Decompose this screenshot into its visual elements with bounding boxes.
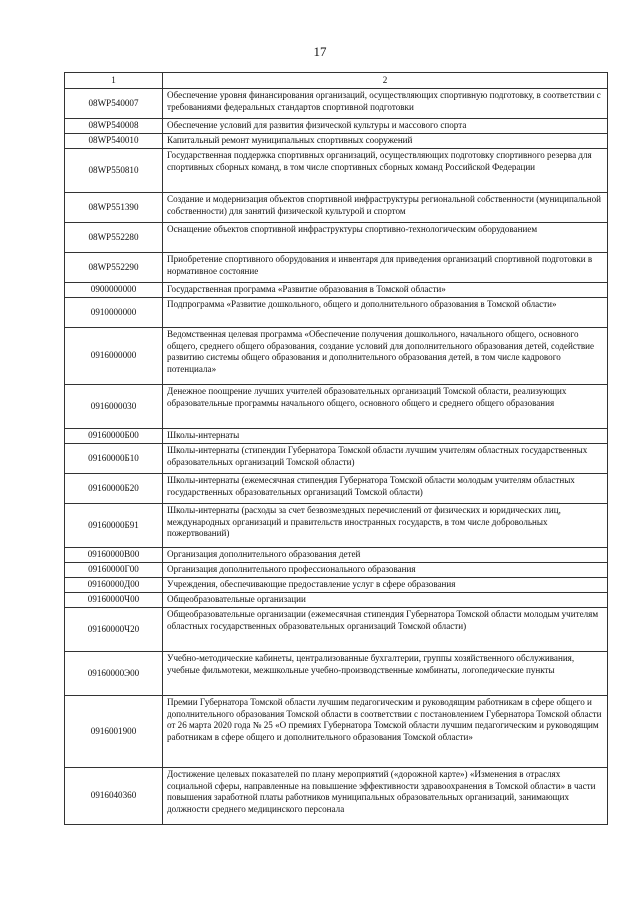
table-row	[65, 578, 608, 593]
row-code: 09160000Д00	[65, 578, 163, 593]
row-code: 08WP550810	[65, 149, 163, 193]
row-name: Школы-интернаты (ежемесячная стипендия Губернатора Томской области молодым учителям областных государственных образовательных организаций Томской области)	[163, 474, 608, 504]
row-code: 0916000030	[65, 385, 163, 429]
row-code: 0900000000	[65, 283, 163, 298]
row-code: 09160000Б20	[65, 474, 163, 504]
row-code: 09160000Ч20	[65, 608, 163, 652]
row-name: Организация дополнительного профессионального образования	[163, 563, 608, 578]
row-name: Обеспечение условий для развития физической культуры и массового спорта	[163, 119, 608, 134]
row-code: 0910000000	[65, 298, 163, 328]
row-name: Создание и модернизация объектов спортивной инфраструктуры региональной собственности (муниципальной собственности) для занятий физической культурой и спортом	[163, 193, 608, 223]
row-name: Школы-интернаты (расходы за счет безвозмездных перечислений от физических и юридических лиц, международных организаций и правительств иностранных государств, в том числе добровольных пожертвований)	[163, 504, 608, 548]
row-code: 09160000Б00	[65, 429, 163, 444]
table-row	[65, 768, 608, 825]
row-name: Приобретение спортивного оборудования и инвентаря для приведения организаций спортивной подготовки в нормативное состояние	[163, 253, 608, 283]
row-code: 0916000000	[65, 328, 163, 385]
row-code: 08WP551390	[65, 193, 163, 223]
table-row	[65, 593, 608, 608]
column-header-name: 2	[163, 73, 608, 89]
table-row	[65, 474, 608, 504]
row-name: Организация дополнительного образования детей	[163, 548, 608, 563]
row-name: Оснащение объектов спортивной инфраструктуры спортивно-технологическим оборудованием	[163, 223, 608, 253]
row-code: 0916001900	[65, 696, 163, 768]
row-name: Общеобразовательные организации (ежемесячная стипендия Губернатора Томской области молодым учителям областных государственных образовательных организаций Томской области)	[163, 608, 608, 652]
table-row	[65, 385, 608, 429]
table-row	[65, 328, 608, 385]
table-row	[65, 696, 608, 768]
row-name: Школы-интернаты	[163, 429, 608, 444]
row-code: 08WP540010	[65, 134, 163, 149]
table-row	[65, 119, 608, 134]
row-code: 09160000Ч00	[65, 593, 163, 608]
table-row	[65, 444, 608, 474]
row-name: Денежное поощрение лучших учителей образовательных организаций Томской области, реализующих образовательные программы начального общего, основного общего и среднего общего образования	[163, 385, 608, 429]
row-code: 09160000Э00	[65, 652, 163, 696]
column-header-code: 1	[65, 73, 163, 89]
table-row	[65, 429, 608, 444]
row-name: Обеспечение уровня финансирования организаций, осуществляющих спортивную подготовку, в соответствии с требованиями федеральных стандартов спортивной подготовки	[163, 89, 608, 119]
row-code: 09160000Б91	[65, 504, 163, 548]
row-name: Капитальный ремонт муниципальных спортивных сооружений	[163, 134, 608, 149]
row-code: 0916040360	[65, 768, 163, 825]
row-name: Государственная поддержка спортивных организаций, осуществляющих подготовку спортивного резерва для спортивных сборных команд, в том числе спортивных сборных команд Российской Федерации	[163, 149, 608, 193]
table-row	[65, 548, 608, 563]
row-code: 09160000Б10	[65, 444, 163, 474]
row-code: 09160000В00	[65, 548, 163, 563]
row-name: Учреждения, обеспечивающие предоставление услуг в сфере образования	[163, 578, 608, 593]
row-code: 08WP552290	[65, 253, 163, 283]
row-name: Учебно-методические кабинеты, централизованные бухгалтерии, группы хозяйственного обслуживания, учебные фильмотеки, межшкольные учебно-производственные комбинаты, логопедические пункты	[163, 652, 608, 696]
row-name: Общеобразовательные организации	[163, 593, 608, 608]
table-row	[65, 298, 608, 328]
row-name: Подпрограмма «Развитие дошкольного, общего и дополнительного образования в Томской области»	[163, 298, 608, 328]
row-code: 08WP552280	[65, 223, 163, 253]
row-code: 08WP540007	[65, 89, 163, 119]
row-code: 09160000Г00	[65, 563, 163, 578]
row-name: Достижение целевых показателей по плану мероприятий («дорожной карте») «Изменения в отраслях социальной сферы, направленные на повышение эффективности здравоохранения в Томской области» в части повышения заработной платы работников муниципальных образовательных организаций, занимающих должности среднего медицинского персонала	[163, 768, 608, 825]
table-row	[65, 253, 608, 283]
table-row	[65, 89, 608, 119]
row-name: Государственная программа «Развитие образования в Томской области»	[163, 283, 608, 298]
table-row	[65, 563, 608, 578]
table-row	[65, 652, 608, 696]
row-name: Школы-интернаты (стипендии Губернатора Томской области лучшим учителям областных государственных образовательных организаций Томской области)	[163, 444, 608, 474]
table-row	[65, 134, 608, 149]
classification-table	[64, 72, 608, 825]
table-row	[65, 223, 608, 253]
row-name: Премии Губернатора Томской области лучшим педагогическим и руководящим работникам в сфере общего и дополнительного образования Томской области в соответствии с постановлением Губернатора Томской области от 26 марта 2020 года № 25 «О премиях Губернатора Томской области лучшим педагогическим и руководящим работникам в сфере общего и дополнительного образования Томской области»	[163, 696, 608, 768]
table-row	[65, 504, 608, 548]
table-row	[65, 193, 608, 223]
table-row	[65, 608, 608, 652]
table-row	[65, 149, 608, 193]
page-number: 17	[313, 44, 327, 59]
row-code: 08WP540008	[65, 119, 163, 134]
header-row	[65, 73, 608, 89]
row-name: Ведомственная целевая программа «Обеспечение получения дошкольного, начального общего, основного общего, среднего общего образования, создание условий для дополнительного образования детей, содействие развитию системы общего образования и дополнительного образования детей, в том числе кадрового потенциала»	[163, 328, 608, 385]
table-row	[65, 283, 608, 298]
